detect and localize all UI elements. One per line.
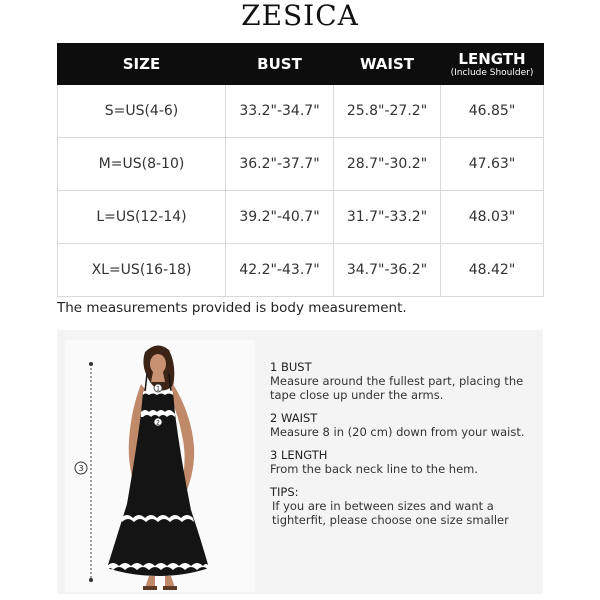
measurement-guide-panel [57, 330, 543, 594]
brand-logo: ZESICA [241, 0, 359, 32]
length-line-top-dot [89, 362, 93, 366]
table-row [58, 191, 544, 244]
table-row [58, 244, 544, 297]
cell-bust: 36.2"-37.7" [226, 138, 334, 191]
cell-length: 47.63" [441, 138, 544, 191]
header-length-label: LENGTH [458, 50, 526, 68]
cell-bust: 39.2"-40.7" [226, 191, 334, 244]
header-length [441, 44, 544, 85]
cell-size: S=US(4-6) [58, 85, 226, 138]
length-text: From the back neck line to the hem. [270, 462, 479, 476]
header-length-note: (Include Shoulder) [450, 68, 534, 78]
measurement-instructions [270, 360, 535, 536]
cell-waist: 34.7"-36.2" [334, 244, 441, 297]
cell-size: M=US(8-10) [58, 138, 226, 191]
table-header-row [58, 44, 544, 85]
right-sandal [163, 586, 177, 590]
table-row [58, 138, 544, 191]
waist-text: Measure 8 in (20 cm) down from your waist. [270, 425, 525, 439]
dress-figure [65, 340, 255, 592]
measurement-note: The measurements provided is body measurement. [57, 300, 407, 316]
bust-text: Measure around the fullest part, placing the tape close up under the arms. [270, 374, 524, 402]
header-size: SIZE [58, 44, 226, 85]
cell-bust: 42.2"-43.7" [226, 244, 334, 297]
dress-illustration [65, 340, 255, 592]
table-row [58, 85, 544, 138]
length-title: 3 LENGTH [270, 448, 328, 462]
size-chart-table [57, 43, 544, 297]
tips-title: TIPS: [270, 485, 299, 499]
cell-length: 46.85" [441, 85, 544, 138]
waist-title: 2 WAIST [270, 411, 318, 425]
header-waist: WAIST [334, 44, 441, 85]
model-neck [151, 372, 165, 382]
cell-length: 48.03" [441, 191, 544, 244]
cell-waist: 25.8"-27.2" [334, 85, 441, 138]
model-face [150, 354, 166, 374]
bust-title: 1 BUST [270, 360, 312, 374]
tips-text: If you are in between sizes and want a tighterfit, please choose one size smaller [272, 499, 509, 527]
cell-waist: 31.7"-33.2" [334, 191, 441, 244]
waist-instruction [270, 411, 535, 439]
cell-size: XL=US(16-18) [58, 244, 226, 297]
length-instruction [270, 448, 535, 476]
tips-section [270, 485, 535, 527]
waist-marker-label: 2 [156, 419, 160, 427]
dress-left-strap [145, 374, 147, 392]
length-line-bottom-dot [89, 578, 93, 582]
cell-size: L=US(12-14) [58, 191, 226, 244]
header-bust: BUST [226, 44, 334, 85]
cell-waist: 28.7"-30.2" [334, 138, 441, 191]
length-marker-label: 3 [78, 464, 84, 473]
bust-marker-label: 1 [156, 385, 160, 393]
left-sandal [143, 586, 157, 590]
cell-length: 48.42" [441, 244, 544, 297]
bust-instruction [270, 360, 535, 402]
cell-bust: 33.2"-34.7" [226, 85, 334, 138]
